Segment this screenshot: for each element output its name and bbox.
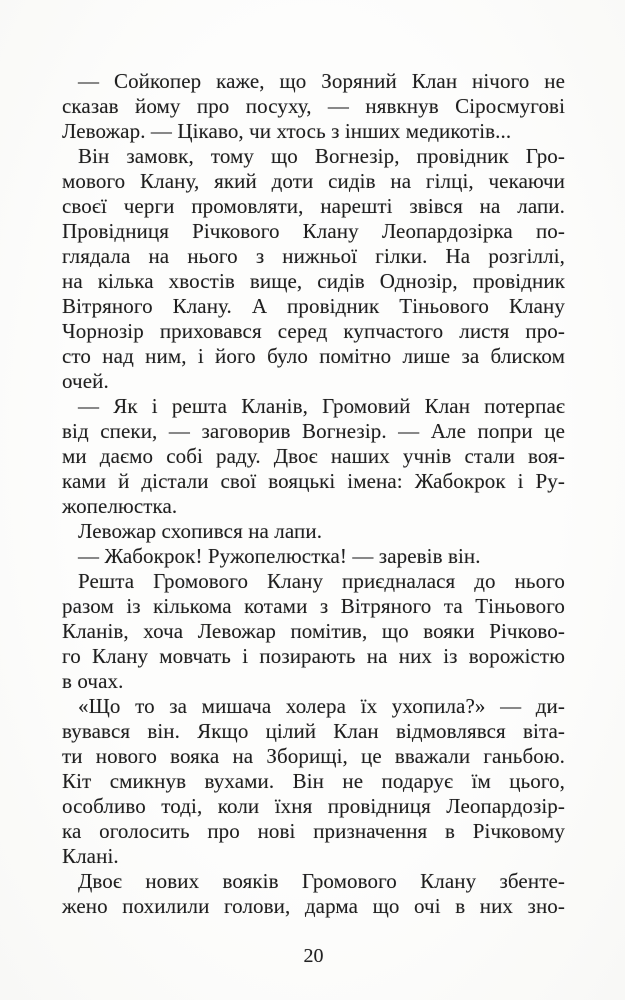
text-line: Вітряного Клану. А провідник Тіньового Клану	[62, 294, 565, 318]
text-line: сто над ним, і його було помітно лише за блиском	[62, 344, 565, 368]
text-line: Левожар схопився на лапи.	[78, 519, 323, 543]
text-line: Провідниця Річкового Клану Леопардозірка по-	[62, 219, 565, 243]
text-block	[62, 69, 565, 919]
text-line: глядала на нього з нижньої гілки. На розгіллі,	[62, 244, 565, 268]
text-line: ми даємо собі раду. Двоє наших учнів стали воя-	[62, 444, 565, 468]
text-line: Левожар. — Цікаво, чи хтось з інших медикотів...	[62, 119, 512, 143]
text-line: — Сойкопер каже, що Зоряний Клан нічого не	[78, 69, 565, 93]
text-line: вувався він. Якщо цілий Клан відмовлявся віта-	[62, 719, 565, 743]
text-line: сказав йому про посуху, — нявкнув Сіросмугові	[62, 94, 565, 118]
text-line: Чорнозір приховався серед купчастого листя про-	[62, 319, 565, 343]
text-line: Кіт смикнув вухами. Він не подарує їм цього,	[62, 769, 565, 793]
text-line: особливо тоді, коли їхня провідниця Леопардозір-	[62, 794, 565, 818]
text-line: ка оголосить про нові призначення в Річковому	[62, 819, 565, 843]
text-line: жопелюстка.	[62, 494, 178, 518]
text-line: на кілька хвостів вище, сидів Однозір, провідник	[62, 269, 565, 293]
text-line: Клані.	[62, 844, 119, 868]
page-number: 20	[303, 945, 324, 967]
text-line: го Клану мовчать і позирають на них із ворожістю	[62, 644, 565, 668]
text-line: мового Клану, який доти сидів на гілці, чекаючи	[62, 169, 565, 193]
text-line: Він замовк, тому що Вогнезір, провідник Гро-	[78, 144, 565, 168]
text-line: Решта Громового Клану приєдналася до нього	[78, 569, 565, 593]
text-line: ти нового вояка на Зборищі, це вважали ганьбою.	[62, 744, 565, 768]
text-line: Двоє нових вояків Громового Клану збенте-	[78, 869, 565, 893]
text-line: від спеки, — заговорив Вогнезір. — Але попри це	[62, 419, 565, 443]
text-line: очей.	[62, 369, 109, 393]
text-line: жено похилили голови, дарма що очі в них зно-	[62, 894, 565, 918]
text-line: «Що то за мишача холера їх ухопила?» — ди-	[78, 694, 565, 718]
text-line: Кланів, хоча Левожар помітив, що вояки Річково-	[62, 619, 565, 643]
text-line: разом із кількома котами з Вітряного та Тіньового	[62, 594, 565, 618]
text-line: своєї черги промовляти, нарешті звівся на лапи.	[62, 194, 565, 218]
text-line: в очах.	[62, 669, 124, 693]
text-line: ками й дістали свої вояцькі імена: Жабокрок і Ру-	[62, 469, 565, 493]
text-line: — Як і решта Кланів, Громовий Клан потерпає	[78, 394, 565, 418]
text-line: — Жабокрок! Ружопелюстка! — заревів він.	[78, 544, 481, 568]
